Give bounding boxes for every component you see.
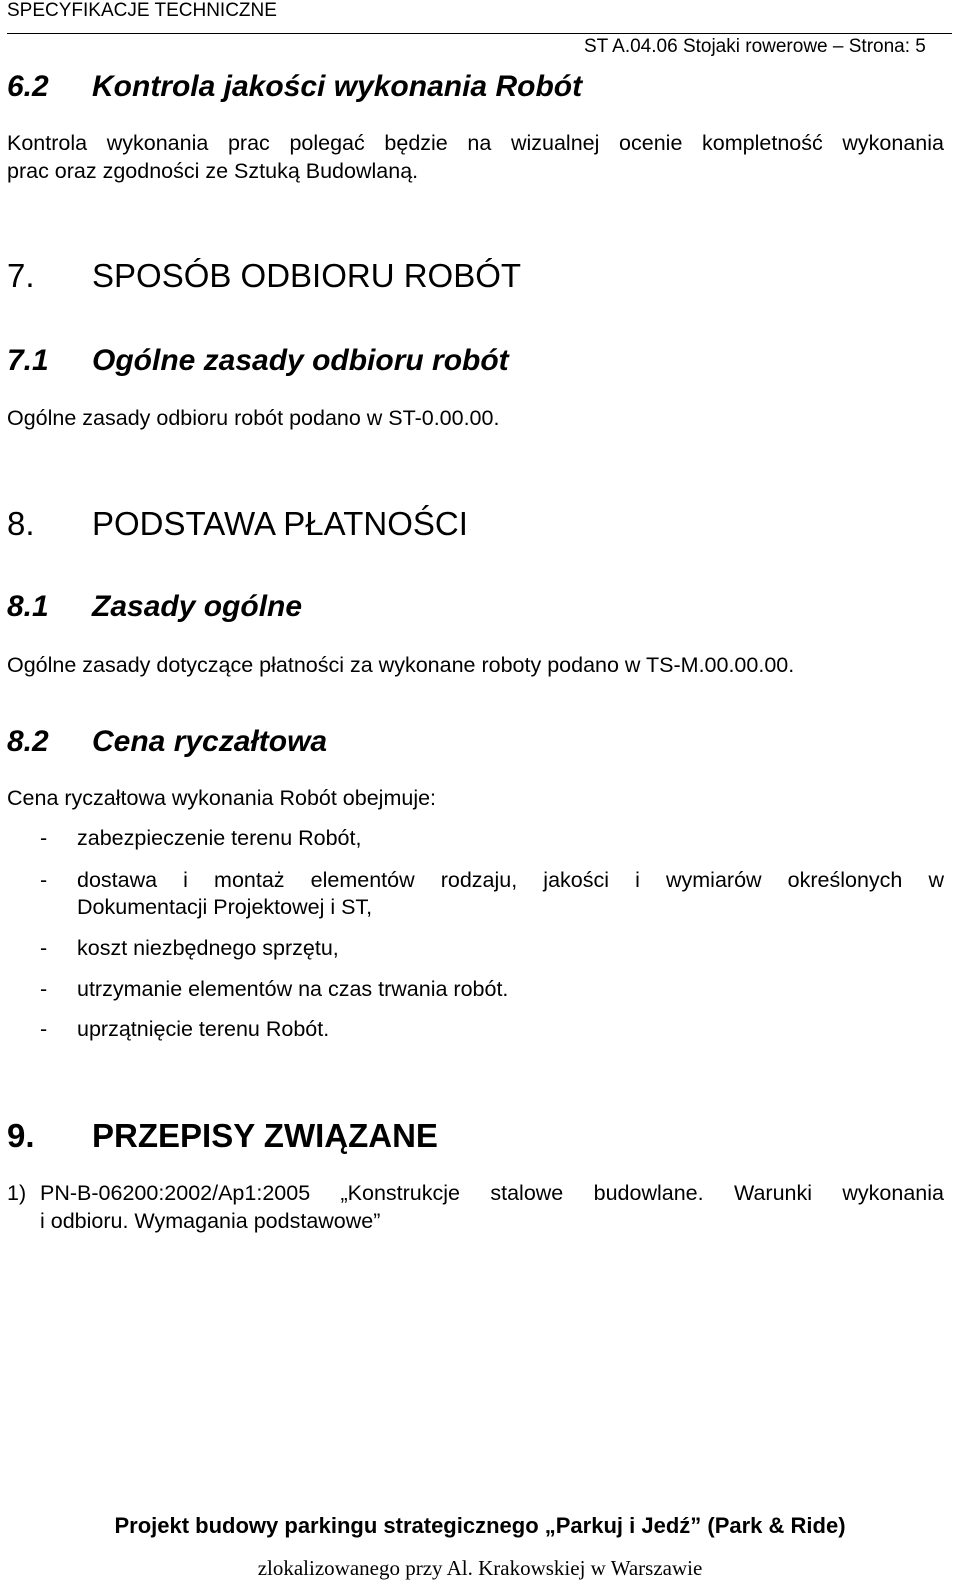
- header-right: ST A.04.06 Stojaki rowerowe – Strona: 5: [584, 36, 926, 57]
- section-8-heading: [7, 505, 468, 543]
- section-number: 9.: [7, 1117, 35, 1154]
- footer-location: zlokalizowanego przy Al. Krakowskiej w Warszawie: [257, 1556, 703, 1580]
- section-title: PRZEPISY ZWIĄZANE: [92, 1117, 438, 1154]
- section-title: Kontrola jakości wykonania Robót: [92, 70, 583, 103]
- section-7-1-heading: [7, 344, 509, 378]
- section-7-heading: [7, 257, 522, 295]
- section-number: 8.: [7, 505, 35, 542]
- list-item-text: koszt niezbędnego sprzętu,: [77, 936, 339, 960]
- header-left: SPECYFIKACJE TECHNICZNE: [7, 0, 277, 21]
- list-dash: -: [40, 868, 48, 892]
- list-item: [0, 867, 960, 927]
- list-item-text: Dokumentacji Projektowej i ST,: [77, 895, 373, 919]
- section-title: SPOSÓB ODBIORU ROBÓT: [92, 257, 522, 294]
- paragraph-line: Cena ryczałtowa wykonania Robót obejmuje:: [7, 786, 437, 810]
- list-item-text: dostawa i montaż elementów rodzaju, jakości i wymiarów określonych w: [77, 868, 944, 892]
- section-number: 7.1: [7, 344, 49, 377]
- list-dash: -: [40, 977, 48, 1001]
- section-8-1-heading: [7, 590, 303, 624]
- section-6-2-heading: [7, 70, 583, 104]
- section-title: Ogólne zasady odbioru robót: [92, 344, 509, 377]
- section-number: 7.: [7, 257, 35, 294]
- section-title: Cena ryczałtowa: [92, 725, 328, 758]
- paragraph-line: Ogólne zasady odbioru robót podano w ST-0.00.00.: [7, 406, 500, 430]
- section-9-heading: [7, 1117, 438, 1155]
- section-number: 8.2: [7, 725, 49, 758]
- footer-project-title: Projekt budowy parkingu strategicznego „Parkuj i Jedź” (Park & Ride): [114, 1513, 846, 1538]
- list-item-text: uprzątnięcie terenu Robót.: [77, 1017, 330, 1041]
- reference-item: [0, 1180, 960, 1240]
- list-dash: -: [40, 826, 48, 850]
- section-number: 6.2: [7, 70, 49, 103]
- reference-number: 1): [7, 1181, 27, 1205]
- section-number: 8.1: [7, 590, 49, 623]
- list-item-text: zabezpieczenie terenu Robót,: [77, 826, 362, 850]
- section-title: PODSTAWA PŁATNOŚCI: [92, 505, 468, 542]
- list-dash: -: [40, 1017, 48, 1041]
- list-dash: -: [40, 936, 48, 960]
- reference-text: PN-B-06200:2002/Ap1:2005 „Konstrukcje stalowe budowlane. Warunki wykonania: [40, 1181, 944, 1205]
- list-item-text: utrzymanie elementów na czas trwania robót.: [77, 977, 509, 1001]
- section-title: Zasady ogólne: [92, 590, 303, 623]
- section-8-2-heading: [7, 725, 328, 759]
- header-divider: [7, 33, 952, 34]
- paragraph-line: Ogólne zasady dotyczące płatności za wykonane roboty podano w TS-M.00.00.00.: [7, 653, 795, 677]
- reference-text: i odbioru. Wymagania podstawowe”: [40, 1209, 381, 1233]
- paragraph-line: Kontrola wykonania prac polegać będzie na wizualnej ocenie kompletność wykonania: [7, 131, 944, 155]
- paragraph-line: prac oraz zgodności ze Sztuką Budowlaną.: [7, 159, 419, 183]
